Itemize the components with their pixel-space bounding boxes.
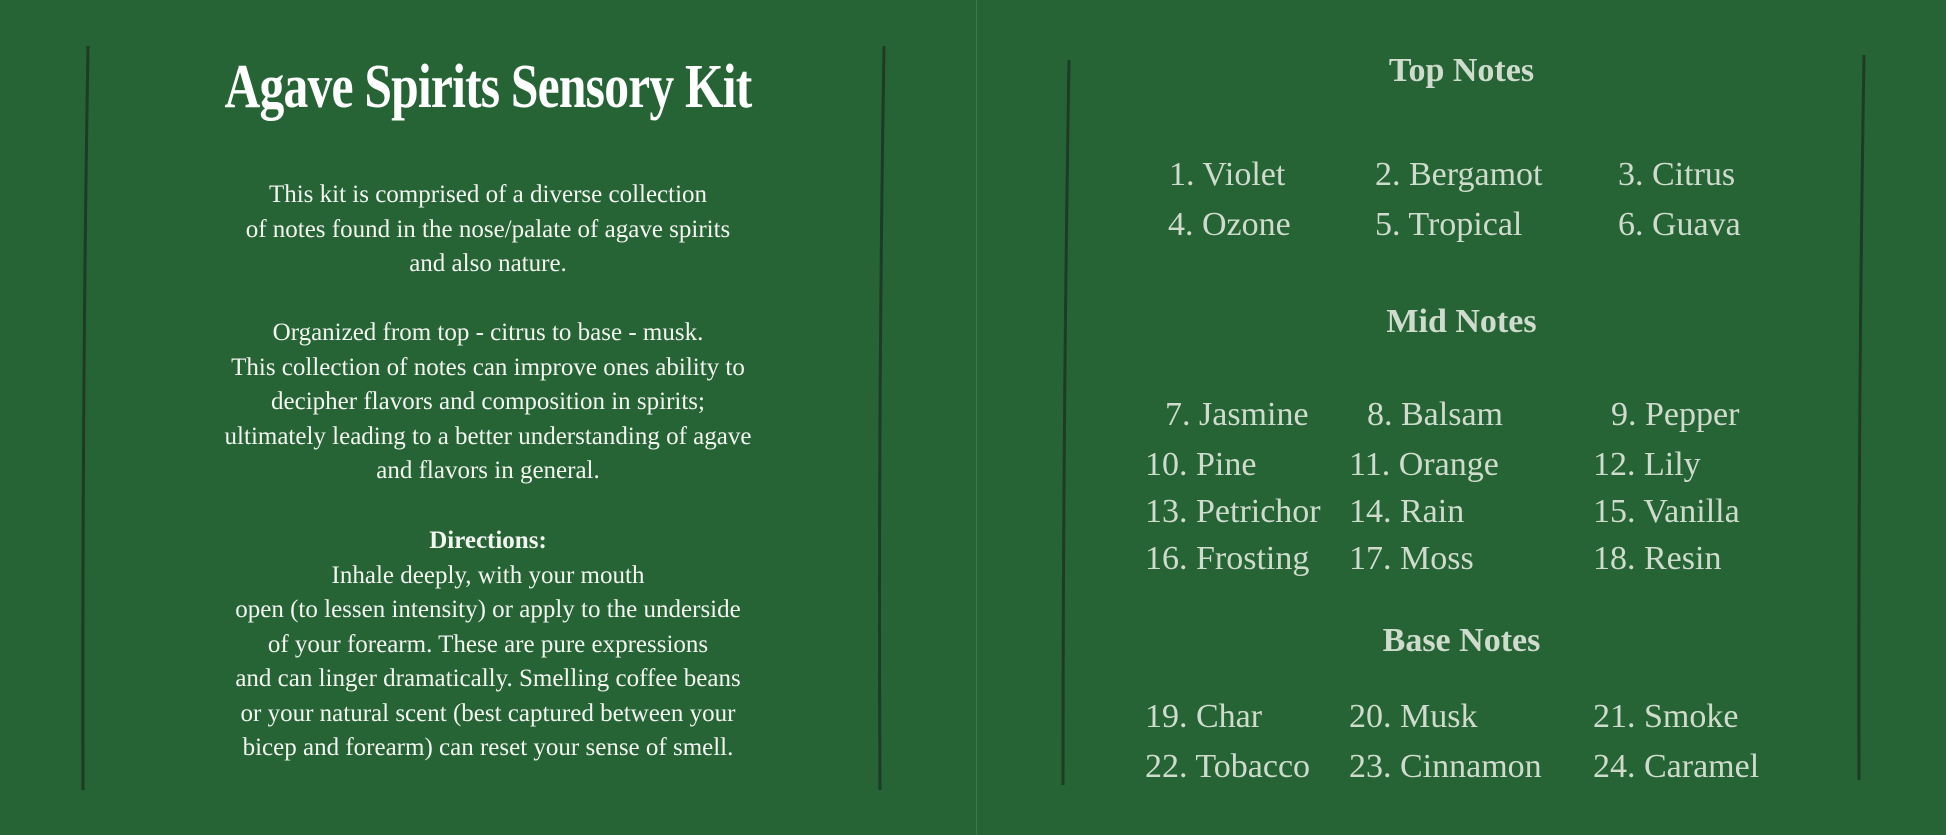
note-item: 15. Vanilla: [1593, 493, 1740, 530]
organized-line: ultimately leading to a better understanding of agave: [224, 422, 752, 450]
directions-line: bicep and forearm) can reset your sense of smell.: [242, 734, 734, 761]
note-item: 24. Caramel: [1593, 748, 1760, 785]
note-item: 13. Petrichor: [1145, 493, 1321, 530]
note-item: 18. Resin: [1593, 540, 1722, 577]
directions-line: Inhale deeply, with your mouth: [331, 561, 645, 589]
directions-line: or your natural scent (best captured between your: [240, 699, 736, 727]
directions-heading: Directions:: [429, 527, 547, 554]
note-item: 19. Char: [1145, 698, 1263, 735]
base-notes-heading: Base Notes: [1382, 622, 1541, 659]
note-item: 4. Ozone: [1168, 206, 1291, 243]
note-item: 14. Rain: [1349, 493, 1465, 530]
decorative-line: [1859, 55, 1864, 780]
note-item: 3. Citrus: [1618, 156, 1736, 193]
note-item: 21. Smoke: [1593, 698, 1739, 735]
note-item: 17. Moss: [1349, 540, 1474, 577]
note-item: 1. Violet: [1169, 156, 1286, 193]
note-item: 8. Balsam: [1367, 396, 1503, 433]
note-item: 6. Guava: [1618, 206, 1741, 243]
note-item: 22. Tobacco: [1145, 748, 1311, 785]
note-item: 9. Pepper: [1611, 396, 1740, 433]
note-item: 11. Orange: [1349, 446, 1499, 483]
intro-paragraph: [150, 178, 826, 282]
mid-notes-heading: Mid Notes: [1386, 303, 1537, 340]
intro-line: This kit is comprised of a diverse collection: [268, 181, 708, 208]
decorative-line: [1063, 60, 1069, 785]
intro-line: and also nature.: [409, 250, 567, 277]
top-notes-heading: Top Notes: [1388, 52, 1535, 89]
directions-line: and can linger dramatically. Smelling coffee beans: [235, 665, 741, 692]
note-item: 7. Jasmine: [1165, 396, 1309, 433]
organized-paragraph: [150, 316, 826, 489]
organized-line: decipher flavors and composition in spirits;: [271, 388, 705, 415]
directions-line: open (to lessen intensity) or apply to the underside: [235, 596, 741, 623]
right-panel: [977, 0, 1946, 835]
note-item: 23. Cinnamon: [1349, 748, 1542, 785]
note-item: 10. Pine: [1145, 446, 1257, 483]
decorative-line: [83, 46, 88, 790]
intro-line: of notes found in the nose/palate of agave spirits: [245, 215, 731, 243]
directions-line: of your forearm. These are pure expressions: [267, 630, 709, 658]
page-title: Agave Spirits Sensory Kit: [224, 53, 752, 121]
note-item: 2. Bergamot: [1375, 156, 1543, 193]
organized-line: and flavors in general.: [376, 457, 600, 484]
organized-line: This collection of notes can improve ones ability to: [231, 353, 745, 381]
directions-paragraph: [150, 524, 826, 766]
organized-line: Organized from top - citrus to base - musk.: [272, 319, 704, 346]
note-item: 20. Musk: [1349, 698, 1478, 735]
note-item: 5. Tropical: [1375, 206, 1523, 243]
decorative-line: [880, 46, 885, 790]
note-item: 16. Frosting: [1145, 540, 1310, 577]
note-item: 12. Lily: [1593, 446, 1701, 483]
